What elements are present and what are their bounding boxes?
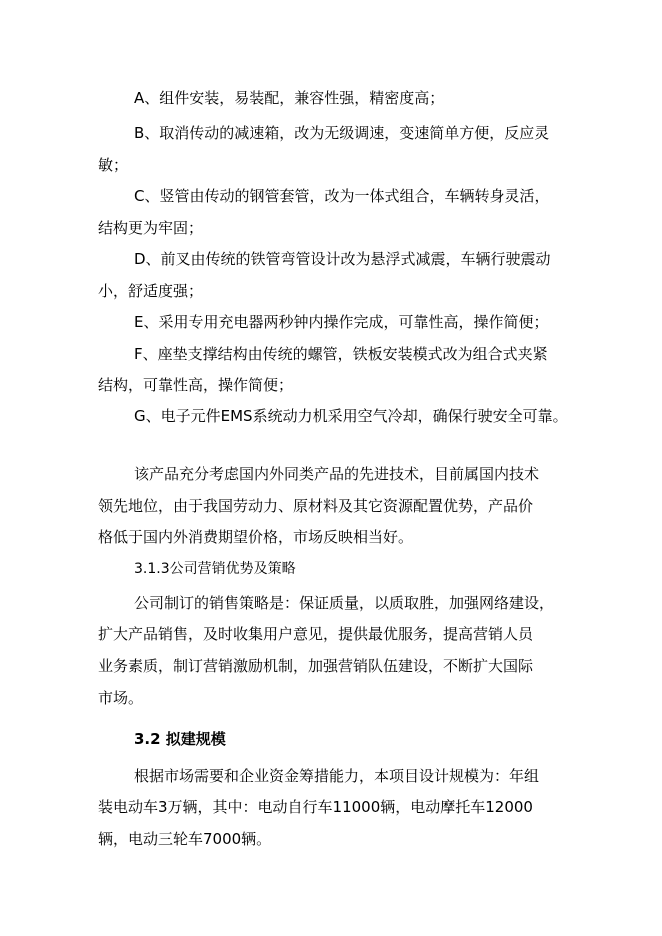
section-heading-scale: 3.2 拟建规模 — [134, 730, 226, 748]
marketing-line2: 扩大产品销售，及时收集用户意见，提供最优服务，提高营销人员 — [98, 625, 534, 643]
summary-line3: 格低于国内外消费期望价格，市场反映相当好。 — [98, 528, 414, 546]
feature-a: A、组件安装，易装配，兼容性强，精密度高； — [134, 89, 445, 107]
feature-g: G、电子元件EMS系统动力机采用空气冷却，确保行驶安全可靠。 — [134, 407, 568, 425]
feature-d-line2: 小，舒适度强； — [98, 282, 204, 300]
feature-c-line1: C、竖管由传动的钢管套管，改为一体式组合，车辆转身灵活， — [134, 187, 550, 205]
feature-b-line1: B、取消传动的减速箱，改为无级调速，变速简单方便，反应灵 — [134, 124, 550, 142]
marketing-line3: 业务素质，制订营销激励机制，加强营销队伍建设，不断扩大国际 — [98, 657, 534, 675]
section-heading-marketing: 3.1.3公司营销优势及策略 — [134, 561, 296, 577]
feature-e: E、采用专用充电器两秒钟内操作完成，可靠性高，操作简便； — [134, 313, 549, 331]
marketing-line4: 市场。 — [98, 689, 144, 707]
scale-line2: 装电动车3万辆，其中：电动自行车11000辆，电动摩托车12000 — [98, 798, 533, 816]
feature-c-line2: 结构更为牢固； — [98, 219, 204, 237]
feature-f-line2: 结构，可靠性高，操作简便； — [98, 376, 294, 394]
summary-line2: 领先地位，由于我国劳动力、原材料及其它资源配置优势，产品价 — [98, 497, 534, 515]
feature-f-line1: F、座垫支撑结构由传统的螺管，铁板安装模式改为组合式夹紧 — [134, 345, 548, 363]
scale-line1: 根据市场需要和企业资金筹措能力，本项目设计规模为：年组 — [134, 767, 540, 785]
feature-b-line2: 敏； — [98, 156, 129, 174]
marketing-line1: 公司制订的销售策略是：保证质量，以质取胜，加强网络建设， — [134, 594, 555, 612]
feature-d-line1: D、前叉由传统的铁管弯管设计改为悬浮式减震，车辆行驶震动 — [134, 250, 551, 268]
summary-line1: 该产品充分考虑国内外同类产品的先进技术，目前属国内技术 — [134, 465, 540, 483]
scale-line3: 辆，电动三轮车7000辆。 — [98, 830, 272, 848]
